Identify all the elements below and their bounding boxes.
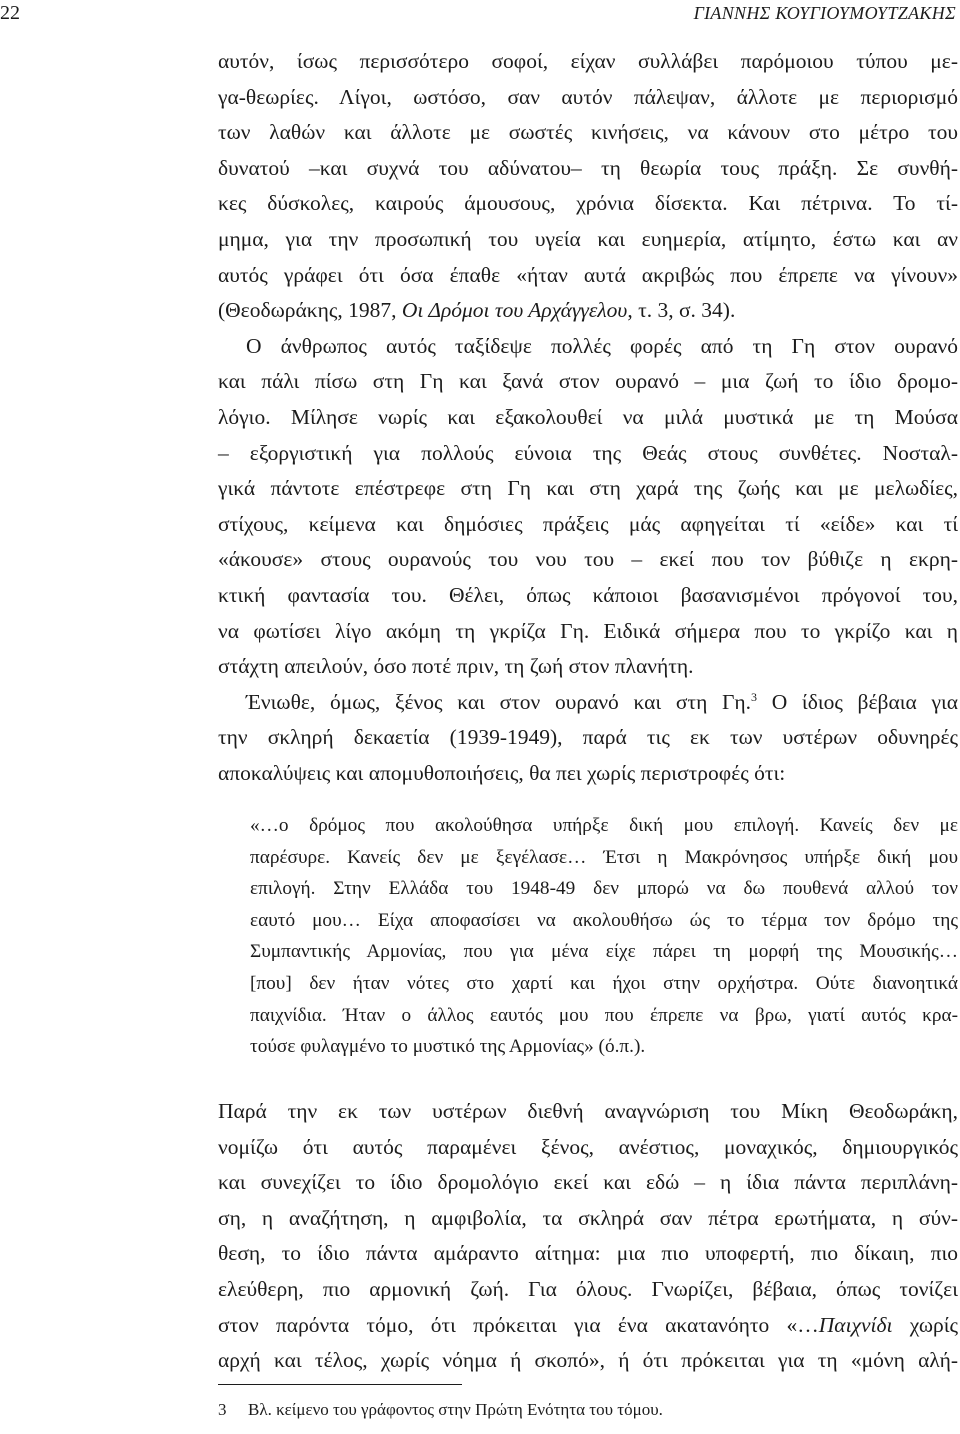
citation-book-title: Οι Δρόμοι του Αρχάγγελου bbox=[401, 298, 628, 323]
page-number: 22 bbox=[0, 2, 20, 24]
text-line: στάχτη απειλούν, όσο ποτέ πριν, τη ζωή στον πλανήτη. bbox=[218, 654, 694, 679]
text-line: και πάλι πίσω στη Γη και ξανά στον ουρανό – μια ζωή το ίδιο δρομο- bbox=[218, 369, 958, 394]
text-line: κτική φαντασία του. Θέλει, όπως κάποιοι βασανισμένοι πρόγονοί του, bbox=[218, 582, 958, 607]
text-line: ση, η αναζήτηση, η αμφιβολία, τα σκληρά σαν πέτρα ερωτήματα, η σύν- bbox=[218, 1205, 958, 1230]
main-text-block bbox=[218, 44, 958, 791]
quote-line: παρέσυρε. Κανείς δεν με ξεγέλασε… Έτσι η Μακρόνησος υπήρξε δική μου bbox=[250, 846, 958, 868]
text-before-ref: Ένιωθε, όμως, ξένος και στον ουρανό και στη Γη. bbox=[246, 689, 752, 714]
footnote-ref[interactable]: 3 bbox=[751, 689, 758, 704]
quote-line: παιχνίδια. Ήταν ο άλλος εαυτός μου που έπρεπε να βρω, γιατί αυτός κρα- bbox=[250, 1004, 958, 1026]
text-line: «άκουσε» στους ουρανούς του νου του – εκεί που τον βύθιζε η εκρη- bbox=[218, 547, 958, 572]
text-before-italic: στον παρόντα τόμο, ότι πρόκειται για ένα ακατανόητο «… bbox=[218, 1312, 819, 1337]
text-line: και συνεχίζει το ίδιο δρομολόγιο εκεί και εδώ – η ίδια πάντα περιπλάνη- bbox=[218, 1170, 958, 1195]
text-line: Παρά την εκ των υστέρων διεθνή αναγνώριση του Μίκη Θεοδωράκη, bbox=[218, 1099, 958, 1123]
text-line: Ο άνθρωπος αυτός ταξίδεψε πολλές φορές από τη Γη στον ουρανό bbox=[246, 333, 958, 358]
text-line: αυτός γράφει ότι όσα έπαθε «ήταν αυτά ακριβώς που έπρεπε να γίνουν» bbox=[218, 262, 958, 287]
quote-line: εαυτό μου… Είχα αποφασίσει να ακολουθήσω ώς το τέρμα τον δρόμο της bbox=[250, 909, 958, 931]
citation-line bbox=[218, 293, 958, 329]
quote-line: [που] δεν ήταν νότες στο χαρτί και ήχοι στην ορχήστρα. Ούτε διανοητικά bbox=[250, 972, 958, 994]
quote-line: Συμπαντικής Αρμονίας, που για μένα είχε πάρει τη μορφή της Μουσικής… bbox=[250, 941, 958, 963]
text-after-ref: Ο ίδιος βέβαια για bbox=[757, 689, 958, 714]
text-line-with-italic bbox=[218, 1308, 958, 1344]
text-line: αυτόν, ίσως περισσότερο σοφοί, είχαν συλλάβει παρόμοιου τύπου με- bbox=[218, 49, 958, 73]
text-line: δυνατού –και συχνά του αδύνατου– τη θεωρία τους πράξη. Σε συνθή- bbox=[218, 155, 958, 180]
footnote-divider bbox=[218, 1384, 462, 1385]
page-header bbox=[0, 0, 960, 30]
text-line: λόγιο. Μίλησε νωρίς και εξακολουθεί να μιλά μυστικά με τη Μούσα bbox=[218, 404, 958, 429]
text-line: των λαθών και άλλοτε με σωστές κινήσεις, να κάνουν στο μέτρο του bbox=[218, 120, 958, 145]
italic-word: Παιχνίδι bbox=[818, 1312, 893, 1337]
text-line: νομίζω ότι αυτός παραμένει ξένος, ανέστιος, μοναχικός, δημιουργικός bbox=[218, 1134, 958, 1159]
block-quote bbox=[250, 810, 958, 1063]
text-line: – εξοργιστική για πολλούς εύνοια της Θεάς στους συνθέτες. Νοσταλ- bbox=[218, 440, 958, 465]
footnote-text: Βλ. κείμενο του γράφοντος στην Πρώτη Ενότητα του τόμου. bbox=[248, 1400, 663, 1419]
text-line: κες δύσκολες, καιρούς άμουσους, χρόνια δίσεκτα. Και πέτρινα. Το τί- bbox=[218, 191, 958, 216]
text-line: γικά πάντοτε επέστρεφε στη Γη και στη χαρά της ζωής και με μελωδίες, bbox=[218, 476, 958, 501]
text-line: την σκληρή δεκαετία (1939-1949), παρά τις εκ των υστέρων οδυνηρές bbox=[218, 725, 958, 750]
running-head: ΓΙΑΝΝΗΣ ΚΟΥΓΙΟΥΜΟΥΤΖΑΚΗΣ bbox=[693, 3, 956, 23]
quote-line: «…ο δρόμος που ακολούθησα υπήρξε δική μου επιλογή. Κανείς δεν με bbox=[250, 815, 958, 836]
text-line: στίχους, κείμενα και δημόσιες πράξεις μάς αφηγείται τί «είδε» και τί bbox=[218, 511, 958, 536]
citation-after: , τ. 3, σ. 34). bbox=[627, 298, 736, 323]
quote-line: επιλογή. Στην Ελλάδα του 1948-49 δεν μπορώ να δω πουθενά αλλού τον bbox=[250, 878, 958, 900]
text-line: μημα, για την προσωπική του υγεία και ευημερία, ατίμητο, έστω και αν bbox=[218, 226, 958, 251]
citation-before: (Θεοδωράκης, 1987, bbox=[218, 298, 402, 323]
main-text-block-2 bbox=[218, 1094, 958, 1379]
text-line: να φωτίσει λίγο ακόμη τη γκρίζα Γη. Ειδικά σήμερα που το γκρίζο και η bbox=[218, 618, 958, 643]
footnote-number: 3 bbox=[218, 1400, 227, 1419]
text-line: θεση, το ίδιο πάντα αμάραντο αίτημα: μια πιο υποφερτή, πιο δίκαιη, πιο bbox=[218, 1241, 958, 1266]
text-after-italic: χωρίς bbox=[892, 1312, 958, 1337]
text-line: ελεύθερη, πιο αρμονική ζωή. Για όλους. Γνωρίζει, βέβαια, όπως τονίζει bbox=[218, 1276, 958, 1301]
quote-line: τούσε φυλαγμένο το μυστικό της Αρμονίας» (ό.π.). bbox=[250, 1036, 646, 1058]
text-line: γα-θεωρίες. Λίγοι, ωστόσο, σαν αυτόν πάλεψαν, άλλοτε με περιορισμό bbox=[218, 84, 958, 109]
footnote bbox=[218, 1400, 663, 1420]
text-line: αποκαλύψεις και απομυθοποιήσεις, θα πει χωρίς περιστροφές ότι: bbox=[218, 760, 786, 785]
text-line: αρχή και τέλος, χωρίς νόημα ή σκοπό», ή ότι πρόκειται για τη «μόνη αλή- bbox=[218, 1348, 958, 1373]
text-line-with-footnote-ref bbox=[218, 685, 958, 721]
